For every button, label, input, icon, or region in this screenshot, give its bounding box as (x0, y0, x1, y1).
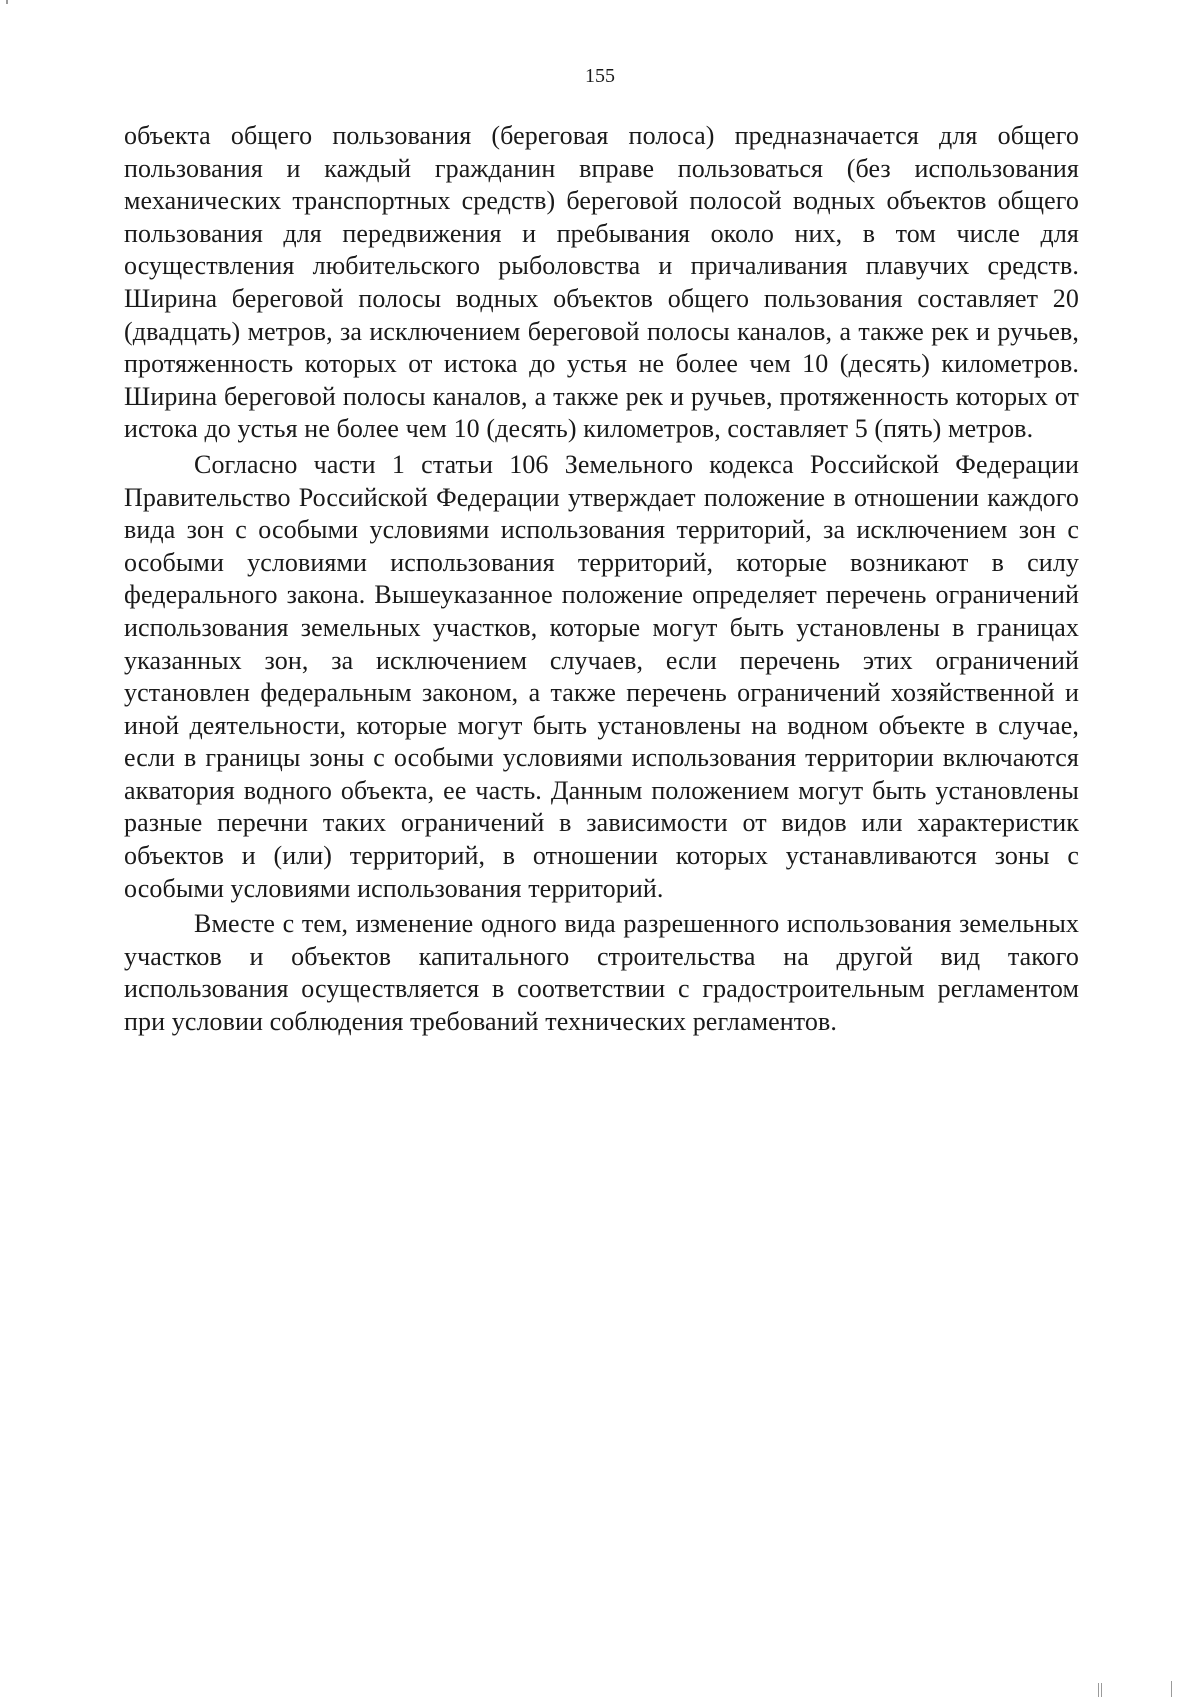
document-body (124, 120, 1079, 1039)
paragraph-continuation: объекта общего пользования (береговая полоса) предназначается для общего пользования и каждый гражданин вправе пользоваться (без использования механических транспортных средств) береговой полосой водных объектов общего пользования для передвижения и пребывания около них, в том числе для осуществления любительского рыболовства и причаливания плавучих средств. Ширина береговой полосы водных объектов общего пользования составляет 20 (двадцать) метров, за исключением береговой полосы каналов, а также рек и ручьев, протяженность которых от истока до устья не более чем 10 (десять) километров. Ширина береговой полосы каналов, а также рек и ручьев, протяженность которых от истока до устья не более чем 10 (десять) километров, составляет 5 (пять) метров. (124, 121, 1079, 444)
page-number: 155 (585, 65, 615, 87)
scan-artifact (1171, 1681, 1172, 1697)
scan-artifact (1098, 1683, 1099, 1697)
paragraph-permitted-use: Вместе с тем, изменение одного вида разрешенного использования земельных участков и объектов капитального строительства на другой вид такого использования осуществляется в соответствии с градостроительным регламентом при условии соблюдения требований технических регламентов. (124, 909, 1079, 1037)
paragraph-land-code: Согласно части 1 статьи 106 Земельного кодекса Российской Федерации Правительство Российской Федерации утверждает положение в отношении каждого вида зон с особыми условиями использования территорий, за исключением зон с особыми условиями использования территорий, которые возникают в силу федерального закона. Вышеуказанное положение определяет перечень ограничений использования земельных участков, которые могут быть установлены в границах указанных зон, за исключением случаев, если перечень этих ограничений установлен федеральным законом, а также перечень ограничений хозяйственной и иной деятельности, которые могут быть установлены на водном объекте в случае, если в границы зоны с особыми условиями использования территории включаются акватория водного объекта, ее часть. Данным положением могут быть установлены разные перечни таких ограничений в зависимости от видов или характеристик объектов и (или) территорий, в отношении которых устанавливаются зоны с особыми условиями использования территорий. (124, 449, 1079, 903)
scan-artifact (6, 0, 8, 4)
scan-artifact (1101, 1683, 1102, 1697)
